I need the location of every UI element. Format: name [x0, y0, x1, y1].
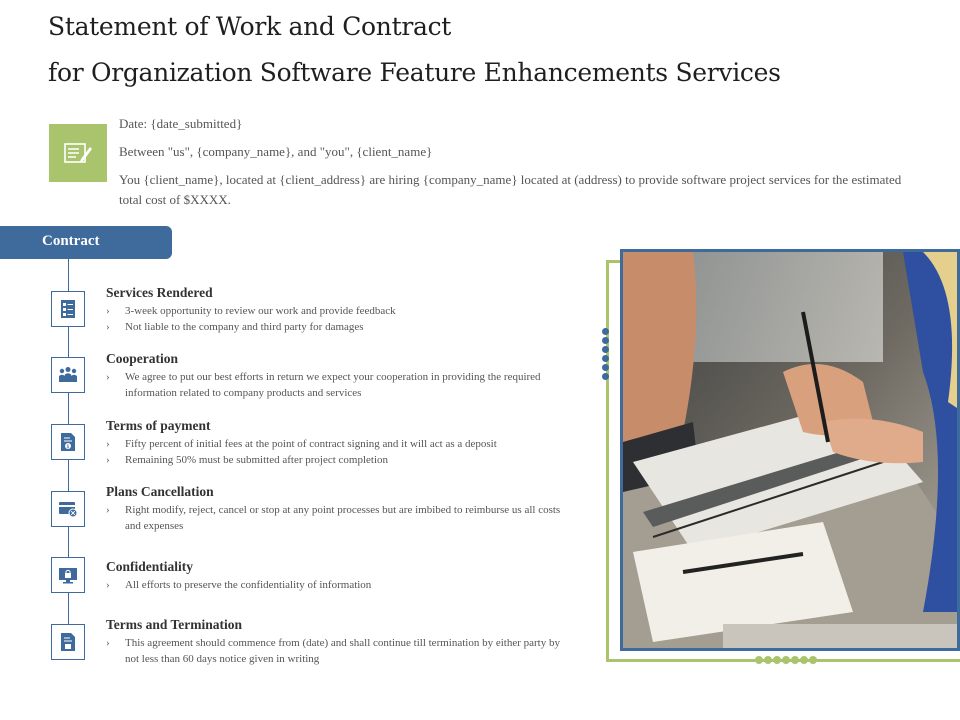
bullet-text: Right modify, reject, cancel or stop at any point processes but are imbibed to reimburse us all costs and expenses — [125, 504, 561, 532]
bullet-text: We agree to put our best efforts in return we expect your cooperation in providing the required information related to company products and services — [125, 371, 541, 399]
bullet-item — [106, 369, 578, 401]
description-paragraph: You {client_name}, located at {client_address} are hiring {company_name} located at (address) to provide software project services for the estimated total cost of $XXXX. — [119, 172, 902, 207]
date-line: Date: {date_submitted} — [119, 116, 243, 131]
termination-document-icon — [51, 624, 85, 660]
section-title-terms-and-termination: Terms and Termination — [106, 617, 243, 632]
bullet-mark: › — [106, 637, 110, 649]
document-edit-icon — [49, 124, 107, 182]
bullet-item — [106, 635, 566, 667]
bullet-text: 3-week opportunity to review our work and provide feedback — [125, 305, 396, 317]
bullet-item — [106, 436, 578, 452]
parties-line: Between "us", {company_name}, and "you", {client_name} — [119, 144, 433, 159]
bullet-mark: › — [106, 305, 110, 317]
bullet-text: Not liable to the company and third party for damages — [125, 321, 364, 333]
bullet-mark: › — [106, 579, 110, 591]
bullet-mark: › — [106, 504, 110, 516]
bullet-item — [106, 319, 578, 335]
bullet-item — [106, 577, 578, 593]
decorative-dots-horizontal — [755, 656, 818, 664]
bullet-text: All efforts to preserve the confidentiality of information — [125, 579, 372, 591]
bullet-mark: › — [106, 321, 110, 333]
photo-person-writing — [620, 249, 960, 651]
page-title-line-2: for Organization Software Feature Enhancements Services — [48, 58, 781, 87]
bullet-text: Fifty percent of initial fees at the point of contract signing and it will act as a deposit — [125, 438, 497, 450]
bullet-text: Remaining 50% must be submitted after project completion — [125, 454, 389, 466]
bullet-mark: › — [106, 454, 110, 466]
bullet-mark: › — [106, 371, 110, 383]
section-title-terms-of-payment: Terms of payment — [106, 418, 211, 433]
secure-screen-icon — [51, 557, 85, 593]
section-title-cooperation: Cooperation — [106, 351, 178, 366]
decorative-dots-vertical — [602, 328, 610, 382]
team-icon — [51, 357, 85, 393]
page-title-line-1: Statement of Work and Contract — [48, 12, 452, 41]
card-cancel-icon — [51, 491, 85, 527]
section-title-services-rendered: Services Rendered — [106, 285, 213, 300]
bullet-mark: › — [106, 438, 110, 450]
bullet-item — [106, 502, 578, 534]
bullet-item — [106, 452, 578, 468]
document-icon — [51, 291, 85, 327]
section-title-confidentiality: Confidentiality — [106, 559, 194, 574]
svg-text:$: $ — [66, 444, 70, 450]
section-title-plans-cancellation: Plans Cancellation — [106, 484, 214, 499]
contract-tab: Contract — [0, 226, 172, 259]
bullet-item — [106, 303, 578, 319]
bullet-text: This agreement should commence from (date) and shall continue till termination by either party by not less than 60 days notice given in writing — [125, 637, 560, 665]
payment-document-icon — [51, 424, 85, 460]
